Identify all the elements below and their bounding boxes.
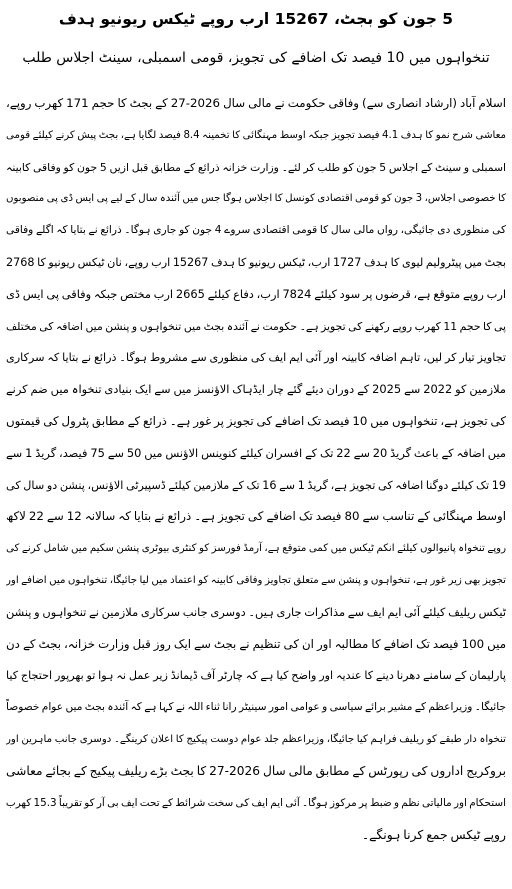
article-line-24: روپے ٹیکس جمع کرنا ہونگے۔ bbox=[361, 827, 506, 843]
article-line-5: کی منظوری دی جائیگی، رواں مالی سال کا قومی اقتصادی سروے 4 جون کو جاری ہوگا۔ ذرائع نے بتایا کہ اگلے وفاقی bbox=[6, 224, 506, 237]
article-line-18: میں 100 فیصد تک اضافے کا مطالبہ اور ان کی تنظیم نے بجٹ سے ایک روز قبل وزارت خزانہ، بجٹ کے دن bbox=[6, 636, 506, 651]
article-line-15: روپے تنخواہ پانیوالوں کیلئے انکم ٹیکس میں کمی متوقع ہے، آرمڈ فورسز کو کنٹری بیوٹری پنشن سکیم میں شامل کرنے کی bbox=[6, 543, 506, 555]
article-line-9: تجاویز تیار کر لیں، تاہم اضافہ کابینہ اور آئی ایم ایف کی منظوری سے مشروط ہوگا۔ ذرائع نے بتایا کہ سرکاری bbox=[6, 351, 506, 365]
article-line-4: کا خصوصی اجلاس، 3 جون کو قومی اقتصادی کونسل کا اجلاس ہوگا جس میں آئندہ سال کے لیے پی ایس ڈی پی منصوبوں bbox=[6, 193, 506, 205]
article-line-1: اسلام آباد (ارشاد انصاری سے) وفاقی حکومت نے مالی سال 2026-27 کے بجٹ کا حجم 171 کھرب روپے، bbox=[6, 96, 506, 110]
article-body bbox=[6, 88, 506, 851]
article-line-11: کی تجویز ہے، تنخواہوں میں 10 فیصد تک اضافے کی تجویز پر غور ہے۔ ذرائع کے مطابق پٹرول کی قیمتوں bbox=[6, 413, 506, 428]
article-line-22: بروکریج اداروں کی رپورٹس کے مطابق مالی سال 2026-27 کا بجٹ بڑے ریلیف پیکیج کے بجائے معاشی bbox=[6, 763, 506, 778]
article-line-20: جائیگا۔ وزیراعظم کے مشیر برائے سیاسی و عوامی امور سینیٹر رانا ثناء اللہ نے کہا ہے کہ آئندہ بجٹ میں عوام خصوصاً bbox=[6, 701, 506, 714]
article-line-7: ارب روپے متوقع ہے، قرضوں پر سود کیلئے 7824 ارب، دفاع کیلئے 2665 ارب مختص جبکہ وفاقی پی ایس ڈی bbox=[6, 286, 506, 301]
article-line-16: تجویز بھی زیر غور ہے، تنخواہوں و پنشن سے متعلق تجاویز وفاقی کابینہ کو اعتماد میں لیا جائیگا، تنخواہوں میں اضافے اور bbox=[6, 574, 506, 586]
article-line-21: تنخواہ دار طبقے کو ریلیف فراہم کیا جائیگا، وزیراعظم جلد عوام دوست پیکیج کا اعلان کرینگے۔ دوسری جانب ماہرین اور bbox=[6, 733, 506, 745]
subheadline: تنخواہوں میں 10 فیصد تک اضافے کی تجویز، قومی اسمبلی، سینٹ اجلاس طلب bbox=[22, 50, 490, 66]
article-line-19: پارلیمان کے سامنے دھرنا دینے کا عندیہ اور واضح کیا ہے کہ چارٹر آف ڈیمانڈ زیر عمل نہ ہوا تو بھرپور احتجاج کیا bbox=[6, 669, 506, 683]
article-line-3: اسمبلی و سینٹ کے اجلاس 5 جون کو طلب کر لئے۔ وزارت خزانہ ذرائع کے مطابق قبل ازیں 5 جون کو وفاقی کابینہ bbox=[6, 160, 506, 174]
article-line-6: بجٹ میں پیٹرولیم لیوی کا ہدف 1727 ارب، ٹیکس ریونیو کا ہدف 15267 ارب روپے، نان ٹیکس ریونیو کا 2768 bbox=[6, 255, 506, 269]
headline: 5 جون کو بجٹ، 15267 ارب روپے ٹیکس ریونیو ہدف bbox=[58, 10, 454, 28]
article-line-8: پی کا حجم 11 کھرب روپے رکھنے کی تجویز ہے۔ حکومت نے آئندہ بجٹ میں تنخواہوں و پنشن میں اضافہ کی مختلف bbox=[6, 319, 506, 333]
article-line-14: اوسط مہنگائی کے تناسب سے 80 فیصد تک اضافے کی تجویز ہے۔ ذرائع نے بتایا کہ سالانہ 12 سے 22 لاکھ bbox=[6, 509, 506, 524]
article-line-10: ملازمین کو 2022 سے 2025 کے دوران دیئے گئے چار ایڈہاک الاؤنسز میں سے ایک بنیادی تنخواہ میں ضم کرنے bbox=[6, 382, 506, 397]
article-line-17: ٹیکس ریلیف کیلئے آئی ایم ایف سے مذاکرات جاری ہیں۔ دوسری جانب سرکاری ملازمین نے تنخواہوں و پنشن bbox=[6, 604, 506, 619]
article-line-13: 19 تک کیلئے دوگنا اضافہ کی تجویز ہے، گریڈ 1 سے 16 تک کے ملازمین کیلئے ڈسپیرٹی الاؤنس، پنشن دو سال کی bbox=[6, 478, 506, 492]
article-line-2: معاشی شرح نمو کا ہدف 4.1 فیصد تجویز جبکہ اوسط مہنگائی کا تخمینہ 8.4 فیصد لگایا ہے، بجٹ پیش کرنے کیلئے قومی bbox=[6, 129, 506, 141]
article-line-12: میں اضافہ کے باعث گریڈ 20 سے 22 تک کے افسران کیلئے کنوینس الاؤنس میں 50 سے 75 فیصد، گریڈ 1 سے bbox=[6, 445, 506, 460]
article-line-23: استحکام اور مالیاتی نظم و ضبط پر مرکوز ہوگا۔ آئی ایم ایف کی سخت شرائط کے تحت ایف بی آر کو تقریباً 15.3 کھرب bbox=[6, 796, 506, 809]
